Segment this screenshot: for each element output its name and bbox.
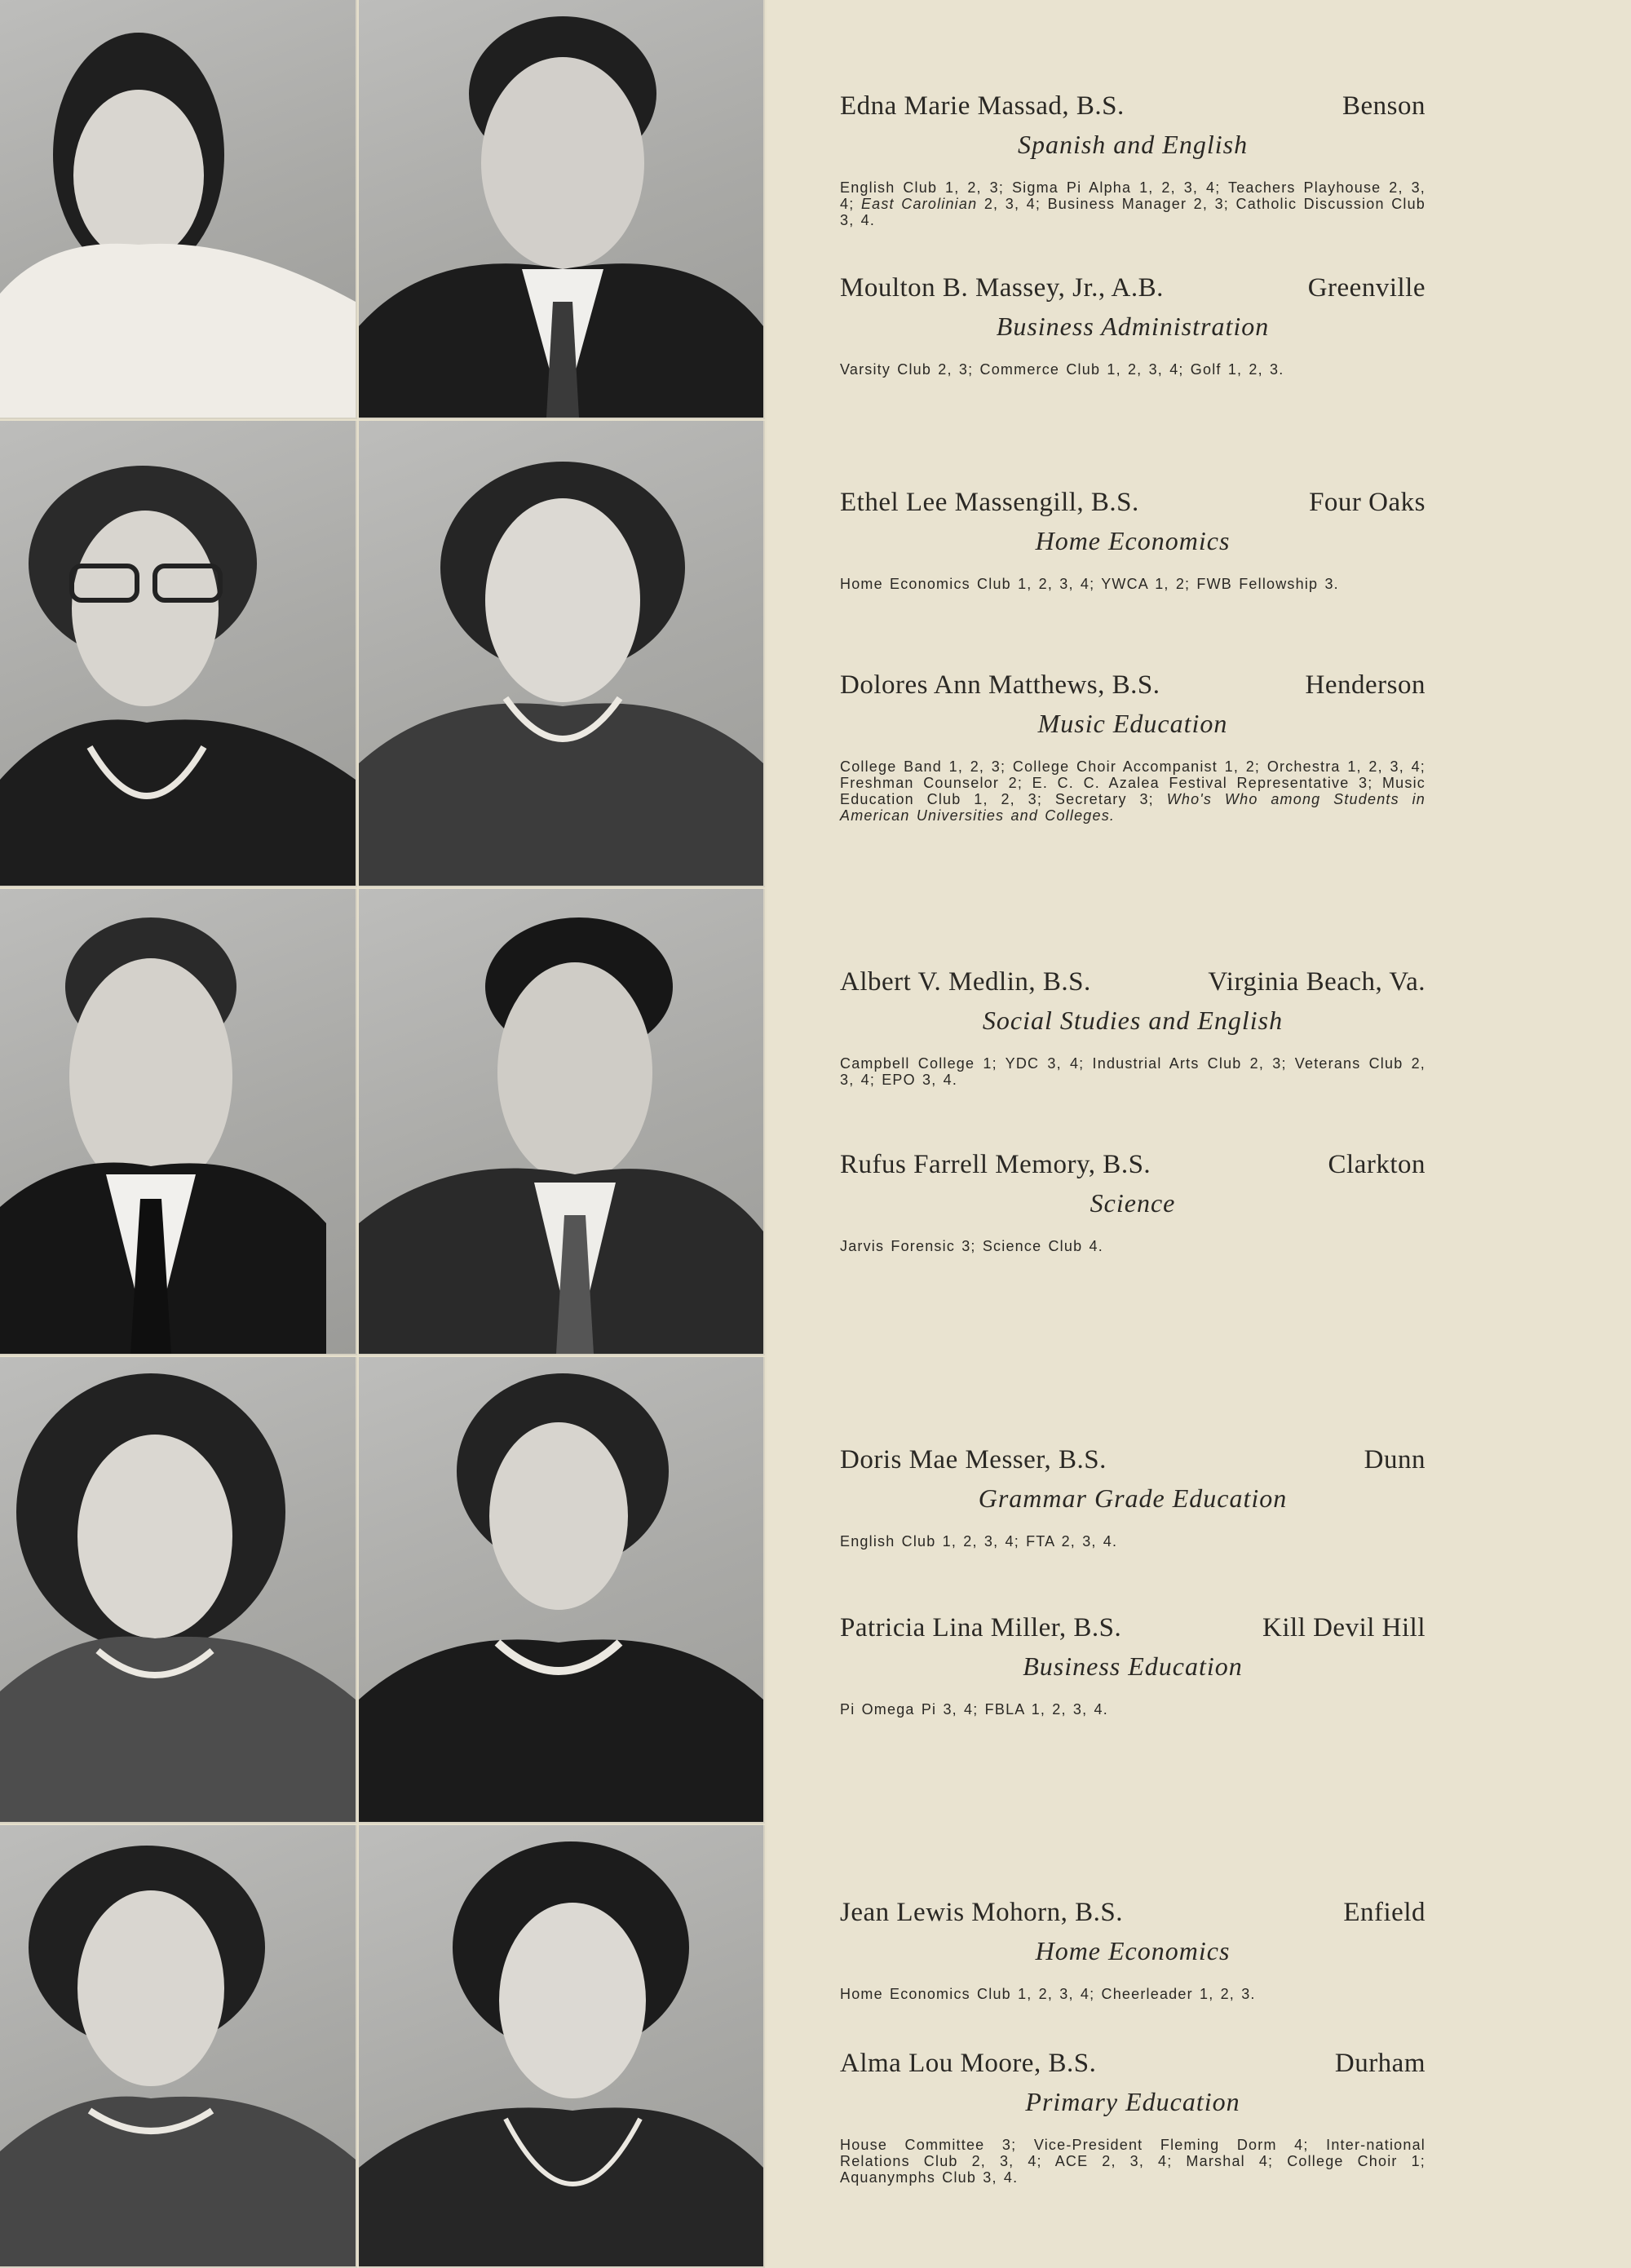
man-portrait-icon [359,0,763,418]
student-name: Edna Marie Massad, B.S. [840,91,1125,121]
woman-portrait-icon [0,421,356,886]
student-name: Moulton B. Massey, Jr., A.B. [840,273,1164,303]
entry-heading [840,1445,1425,1475]
student-entry [840,1613,1425,1718]
student-name: Dolores Ann Matthews, B.S. [840,670,1160,700]
portrait-photo [0,889,357,1355]
student-entry [840,91,1425,228]
portrait-photo [359,0,765,419]
activities-text: College Band 1, 2, 3; College Choir Accompanist 1, 2; Orchestra 1, 2, 3, 4; Freshman Counselor 2; E. C. C. Azalea Festival Representative 3; Music Education Club 1, 2, 3; Secretary 3; [840,758,1425,807]
student-major: Home Economics [1035,1936,1231,1965]
student-name: Rufus Farrell Memory, B.S. [840,1150,1151,1179]
entry-heading [840,2049,1425,2079]
woman-portrait-icon [0,0,356,418]
portrait-photo [359,421,765,887]
student-entry [840,1150,1425,1254]
woman-portrait-icon [0,1825,356,2266]
student-activities: House Committee 3; Vice-President Fleming Dorm 4; Inter-national Relations Club 2, 3, 4; ACE 2, 3, 4; Marshal 4; College Choir 1; Aquanymphs Club 3, 4. [840,2137,1425,2186]
student-activities: Home Economics Club 1, 2, 3, 4; YWCA 1, 2; FWB Fellowship 3. [840,576,1339,592]
student-hometown: Durham [1334,2049,1425,2078]
entry-heading [840,967,1425,997]
activities-text: English Club 1, 2, 3; Sigma Pi Alpha 1, 2, 3, 4; Teachers Playhouse 2, 3, 4; [840,179,1425,212]
student-major: Business Education [1023,1651,1243,1681]
student-name: Alma Lou Moore, B.S. [840,2049,1097,2078]
student-hometown: Benson [1342,91,1425,121]
woman-portrait-icon [0,1357,356,1822]
entry-heading [840,91,1425,122]
student-major: Grammar Grade Education [978,1483,1288,1513]
entry-heading [840,488,1425,518]
student-major: Home Economics [1035,526,1231,555]
student-entries [816,0,1435,2266]
student-hometown: Dunn [1364,1445,1425,1474]
entry-heading [840,1150,1425,1180]
student-entry [840,1445,1425,1550]
photo-column [0,0,767,2266]
portrait-photo [359,1357,765,1824]
student-hometown: Virginia Beach, Va. [1208,967,1425,997]
portrait-photo [0,1357,357,1824]
student-activities: Home Economics Club 1, 2, 3, 4; Cheerleader 1, 2, 3. [840,1986,1256,2002]
entry-heading [840,1613,1425,1643]
man-portrait-icon [0,889,356,1354]
student-activities: Campbell College 1; YDC 3, 4; Industrial Arts Club 2, 3; Veterans Club 2, 3, 4; EPO 3, 4. [840,1055,1425,1088]
student-entry [840,2049,1425,2186]
activities-italic-text: Who's Who among Students in American Universities and Colleges. [840,791,1425,824]
portrait-photo [0,421,357,887]
student-major: Music Education [1037,709,1228,738]
student-name: Doris Mae Messer, B.S. [840,1445,1107,1474]
student-activities [840,179,1425,228]
student-entry [840,488,1425,592]
student-name: Ethel Lee Massengill, B.S. [840,488,1139,517]
student-entry [840,1898,1425,2002]
student-entry [840,967,1425,1088]
student-major: Business Administration [996,312,1270,341]
student-activities: English Club 1, 2, 3, 4; FTA 2, 3, 4. [840,1533,1118,1550]
entry-heading [840,670,1425,701]
entry-heading [840,1898,1425,1928]
student-entry [840,273,1425,378]
student-hometown: Clarkton [1328,1150,1425,1179]
woman-portrait-icon [359,1357,763,1822]
man-portrait-icon [359,889,763,1354]
student-name: Jean Lewis Mohorn, B.S. [840,1898,1123,1927]
student-activities [840,758,1425,824]
entry-heading [840,273,1425,303]
student-entry [840,670,1425,824]
student-major: Social Studies and English [982,1006,1284,1035]
student-name: Patricia Lina Miller, B.S. [840,1613,1122,1642]
student-hometown: Greenville [1307,273,1425,303]
student-name: Albert V. Medlin, B.S. [840,967,1091,997]
student-hometown: Four Oaks [1309,488,1425,517]
woman-portrait-icon [359,421,763,886]
student-hometown: Kill Devil Hill [1262,1613,1425,1642]
portrait-photo [0,0,357,419]
activities-rest-text: 2, 3, 4; Business Manager 2, 3; Catholic Discussion Club 3, 4. [840,196,1426,228]
student-activities: Pi Omega Pi 3, 4; FBLA 1, 2, 3, 4. [840,1701,1108,1718]
student-activities: Varsity Club 2, 3; Commerce Club 1, 2, 3, 4; Golf 1, 2, 3. [840,361,1284,378]
student-major: Spanish and English [1017,130,1249,159]
portrait-photo [0,1825,357,2268]
activities-italic-text: East Carolinian [860,196,978,212]
student-major: Science [1090,1188,1176,1218]
student-hometown: Henderson [1305,670,1425,700]
portrait-photo [359,1825,765,2268]
portrait-photo [359,889,765,1355]
student-hometown: Enfield [1343,1898,1425,1927]
woman-portrait-icon [359,1825,763,2266]
student-activities: Jarvis Forensic 3; Science Club 4. [840,1238,1103,1254]
student-major: Primary Education [1025,2087,1240,2116]
